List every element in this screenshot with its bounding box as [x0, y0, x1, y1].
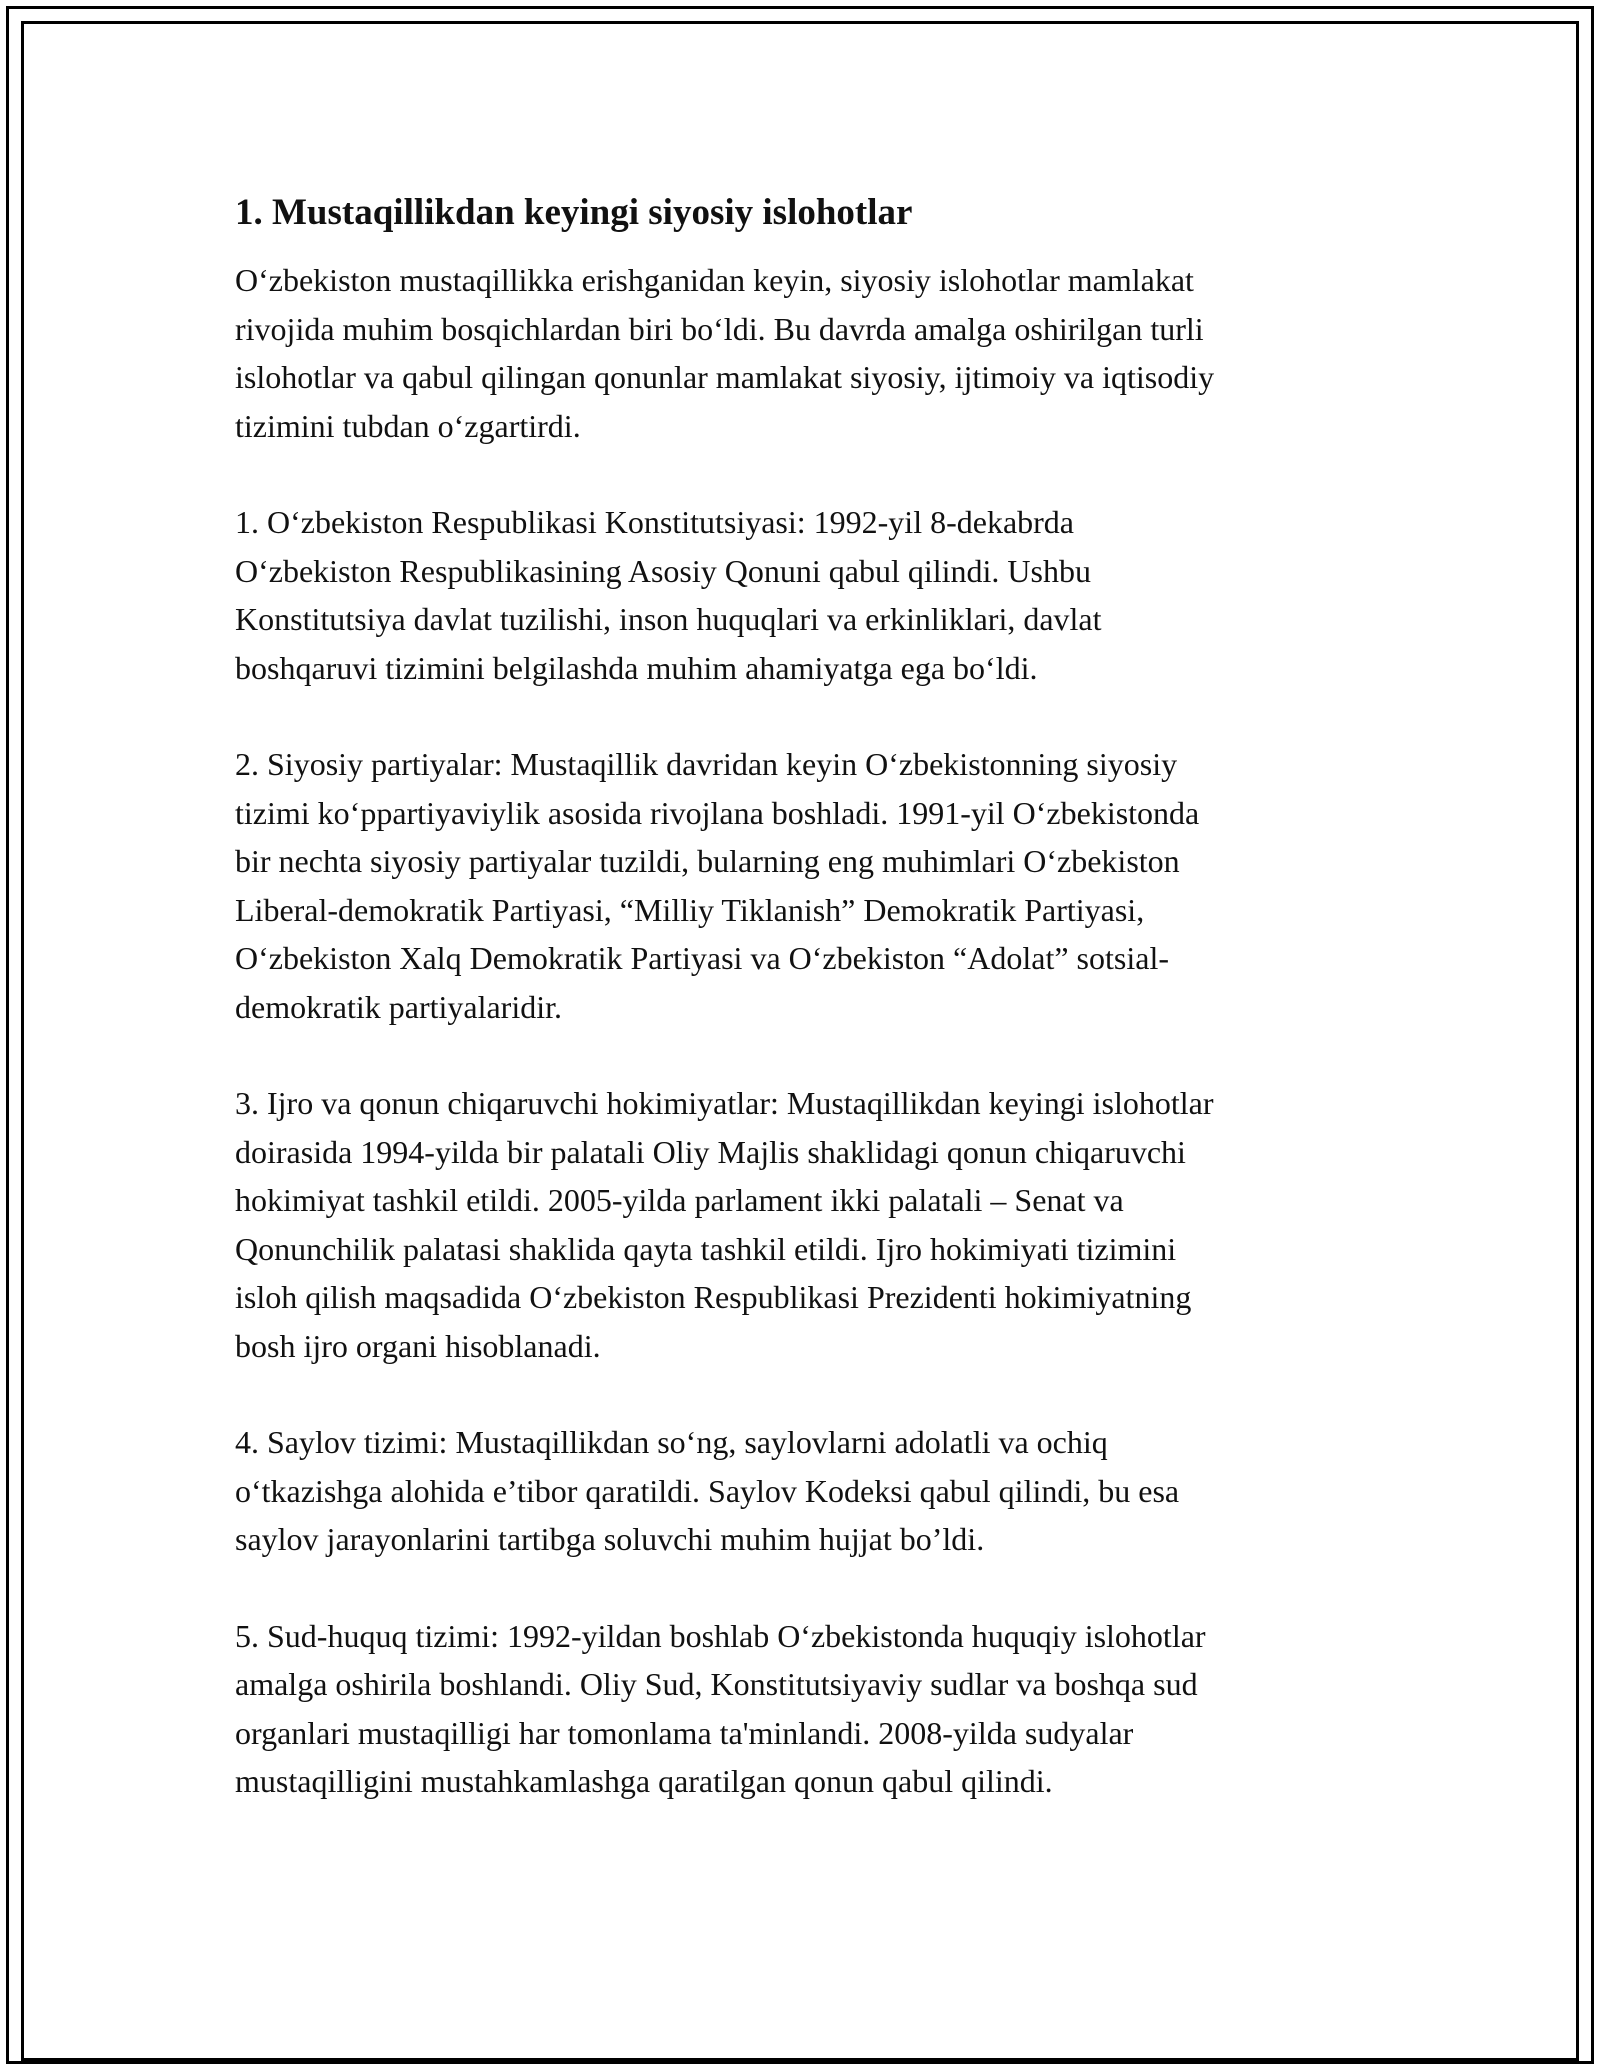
document-body — [235, 186, 1375, 1854]
paragraph-judicial-system: 5. Sud-huquq tizimi: 1992-yildan boshlab O‘zbekistonda huquqiy islohotlar amalga oshirila boshlandi. Oliy Sud, Konstitutsiyaviy sudlar va boshqa sud organlari mustaqilligi har tomonlama ta'minlandi. 2008-yilda sudyalar mustaqilligini mustahkamlashga qaratilgan qonun qabul qilindi. — [235, 1617, 1206, 1799]
paragraph-political-parties: 2. Siyosiy partiyalar: Mustaqillik davridan keyin O‘zbekistonning siyosiy tizimi ko‘ppartiyaviylik asosida rivojlana boshladi. 1991-yil O‘zbekistonda bir nechta siyosiy partiyalar tuzildi, bularning eng muhimlari O‘zbekiston Liberal-demokratik Partiyasi, “Milliy Tiklanish” Demokratik Partiyasi, O‘zbekiston Xalq Demokratik Partiyasi va O‘zbekiston “Adolat” sotsial- demokratik partiyalaridir. — [235, 746, 1200, 1025]
document-title: 1. Mustaqillikdan keyingi siyosiy islohotlar — [235, 192, 913, 233]
intro-paragraph: O‘zbekiston mustaqillikka erishganidan keyin, siyosiy islohotlar mamlakat rivojida muhim bosqichlardan biri bo‘ldi. Bu davrda amalga oshirilgan turli islohotlar va qabul qilingan qonunlar mamlakat siyosiy, ijtimoiy va iqtisodiy tizimini tubdan o‘zgartirdi. — [235, 262, 1215, 444]
paragraph-electoral-system: 4. Saylov tizimi: Mustaqillikdan so‘ng, saylovlarni adolatli va ochiq o‘tkazishga alohida e’tibor qaratildi. Saylov Kodeksi qabul qilindi, bu esa saylov jarayonlarini tartibga soluvchi muhim hujjat bo’ldi. — [235, 1424, 1180, 1557]
paragraph-executive-legislative: 3. Ijro va qonun chiqaruvchi hokimiyatlar: Mustaqillikdan keyingi islohotlar doirasida 1994-yilda bir palatali Oliy Majlis shaklidagi qonun chiqaruvchi hokimiyat tashkil etildi. 2005-yilda parlament ikki palatali – Senat va Qonunchilik palatasi shaklida qayta tashkil etildi. Ijro hokimiyati tizimini isloh qilish maqsadida O‘zbekiston Respublikasi Prezidenti hokimiyatning bosh ijro organi hisoblanadi. — [235, 1085, 1214, 1364]
paragraph-constitution: 1. O‘zbekiston Respublikasi Konstitutsiyasi: 1992-yil 8-dekabrda O‘zbekiston Respublikasining Asosiy Qonuni qabul qilindi. Ushbu Konstitutsiya davlat tuzilishi, inson huquqlari va erkinliklari, davlat boshqaruvi tizimini belgilashda muhim ahamiyatga ega bo‘ldi. — [235, 504, 1102, 686]
